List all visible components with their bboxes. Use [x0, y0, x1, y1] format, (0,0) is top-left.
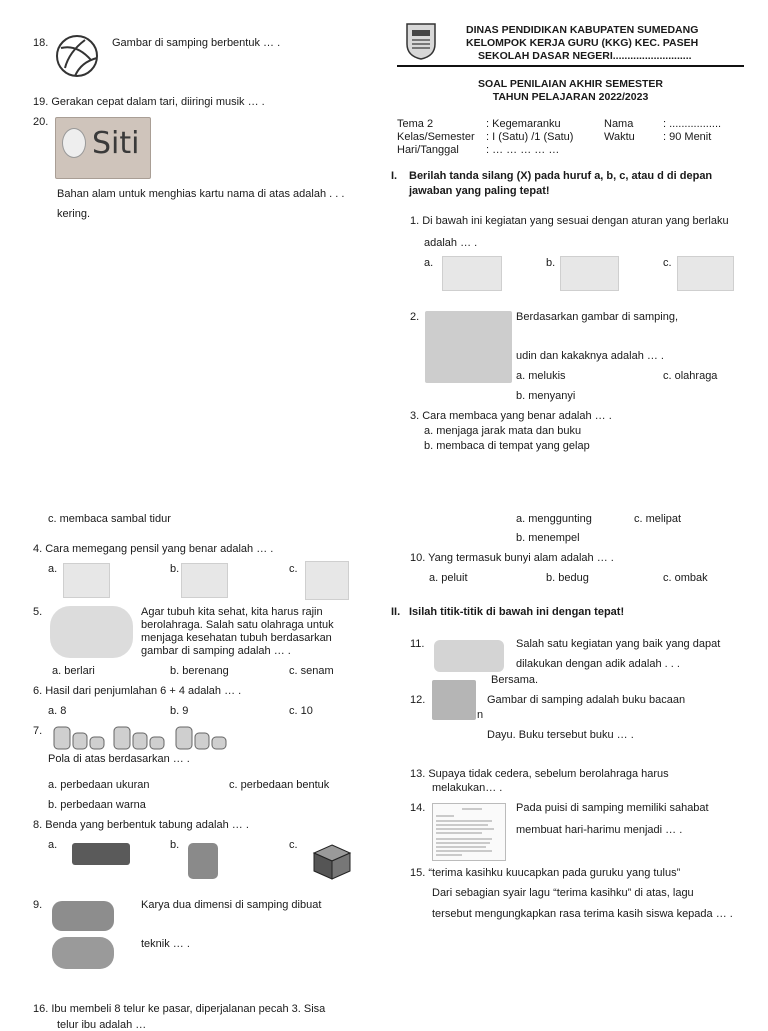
exam-title: SOAL PENILAIAN AKHIR SEMESTER — [478, 78, 663, 90]
q5-line1: Agar tubuh kita sehat, kita harus rajin — [141, 606, 323, 618]
q6-option-b: b. 9 — [170, 705, 189, 717]
q9-option-c: c. melipat — [634, 513, 682, 525]
q6-option-a: a. 8 — [48, 705, 67, 717]
q1-image-b — [560, 256, 619, 291]
q5-line3: menjaga kesehatan tubuh berdasarkan — [141, 632, 332, 644]
q19-text: 19. Gerakan cepat dalam tari, diiringi musik … . — [33, 96, 265, 108]
q8-option-c: c. — [289, 839, 298, 851]
q5-option-c: c. senam — [289, 665, 334, 677]
nama-value: : ................. — [663, 118, 722, 130]
q9-line2: teknik … . — [141, 938, 190, 950]
q10-option-b: b. bedug — [546, 572, 589, 584]
q1-option-b: b. — [546, 257, 556, 269]
section1-number: I. — [391, 170, 398, 182]
rubik-cube-image — [312, 843, 352, 881]
q2-option-b: b. menyanyi — [516, 390, 576, 402]
q7-option-c: c. perbedaan bentuk — [229, 779, 330, 791]
q1-line1: 1. Di bawah ini kegiatan yang sesuai dengan aturan yang berlaku — [410, 215, 729, 227]
sumedang-emblem-icon — [404, 22, 438, 60]
section2-number: II. — [391, 606, 401, 618]
q11-image — [434, 640, 504, 672]
section1-line1: Berilah tanda silang (X) pada huruf a, b, c, atau d di depan — [409, 170, 713, 182]
q4-option-c: c. — [289, 563, 298, 575]
q5-option-a: a. berlari — [52, 665, 95, 677]
q7-text: Pola di atas berdasarkan … . — [48, 753, 190, 765]
q11-line1: Salah satu kegiatan yang baik yang dapat — [516, 638, 721, 650]
q9-option-a: a. menggunting — [516, 513, 592, 525]
fish-mosaic-image — [52, 937, 114, 969]
q14-line2: membuat hari-harimu menjadi … . — [516, 824, 683, 836]
header-line1: DINAS PENDIDIKAN KABUPATEN SUMEDANG — [466, 24, 699, 36]
q15-line1: 15. “terima kasihku kuucapkan pada guruku yang tulus” — [410, 867, 681, 879]
q16-line1: 16. Ibu membeli 8 telur ke pasar, diperjalanan pecah 3. Sisa — [33, 1003, 326, 1015]
header-line3: SEKOLAH DASAR NEGERI........................... — [478, 50, 692, 62]
section1-line2: jawaban yang paling tepat! — [409, 185, 550, 197]
q15-line2: Dari sebagian syair lagu “terima kasihku” di atas, lagu — [432, 887, 694, 899]
tissue-box-image — [72, 843, 130, 865]
q9-option-b: b. menempel — [516, 532, 580, 544]
q6-option-c: c. 10 — [289, 705, 313, 717]
q7-number: 7. — [33, 725, 43, 737]
q4-image-c — [305, 561, 349, 600]
q12-line2: n — [477, 709, 484, 721]
q12-line1: Gambar di samping adalah buku bacaan — [487, 694, 686, 706]
q11-line2: dilakukan dengan adik adalah . . . — [516, 658, 680, 670]
q8-option-b: b. — [170, 839, 180, 851]
girl-face-icon — [62, 128, 86, 158]
q20-number: 20. — [33, 116, 49, 128]
q14-line1: Pada puisi di samping memiliki sahabat — [516, 802, 709, 814]
card-name-text: Siti — [92, 126, 140, 161]
q11-number: 11. — [410, 638, 425, 650]
q3-text: 3. Cara membaca yang benar adalah … . — [410, 410, 612, 422]
q5-number: 5. — [33, 606, 43, 618]
can-image — [188, 843, 218, 879]
q5-image — [50, 606, 133, 658]
q7-option-b: b. perbedaan warna — [48, 799, 146, 811]
hari-value: : … … … … … — [486, 144, 560, 156]
q13-line1: 13. Supaya tidak cedera, sebelum berolahraga harus — [410, 768, 669, 780]
q6-text: 6. Hasil dari penjumlahan 6 + 4 adalah … . — [33, 685, 242, 697]
q10-text: 10. Yang termasuk bunyi alam adalah … . — [410, 552, 614, 564]
q7-option-a: a. perbedaan ukuran — [48, 779, 150, 791]
kelas-label: Kelas/Semester — [397, 131, 475, 143]
q12-number: 12. — [410, 694, 426, 706]
q12-line3: Dayu. Buku tersebut buku … . — [487, 729, 634, 741]
q3-option-c: c. membaca sambal tidur — [48, 513, 171, 525]
hari-label: Hari/Tanggal — [397, 144, 459, 156]
q2-image — [425, 311, 512, 383]
q4-text: 4. Cara memegang pensil yang benar adalah … . — [33, 543, 274, 555]
q3-option-a: a. menjaga jarak mata dan buku — [424, 425, 582, 437]
q1-line2: adalah … . — [424, 237, 478, 249]
q15-line3: tersebut mengungkapkan rasa terima kasih siswa kepada … . — [432, 908, 733, 920]
q9-number: 9. — [33, 899, 43, 911]
q2-line1: Berdasarkan gambar di samping, — [516, 311, 679, 323]
q2-number: 2. — [410, 311, 420, 323]
q4-option-b: b. — [170, 563, 180, 575]
q18-number: 18. — [33, 37, 49, 49]
q8-option-a: a. — [48, 839, 58, 851]
kelas-value: : I (Satu) /1 (Satu) — [486, 131, 574, 143]
tema-label: Tema 2 — [397, 118, 434, 130]
q16-line2: telur ibu adalah … — [57, 1019, 147, 1031]
waktu-label: Waktu — [604, 131, 635, 143]
elephant-mosaic-image — [52, 901, 114, 931]
q11-line3: Bersama. — [491, 674, 539, 686]
q20-line1: Bahan alam untuk menghias kartu nama di atas adalah . . . — [57, 188, 345, 200]
q13-line2: melakukan… . — [432, 782, 503, 794]
poem-image — [432, 803, 506, 861]
q1-option-a: a. — [424, 257, 434, 269]
q10-option-c: c. ombak — [663, 572, 708, 584]
q1-image-c — [677, 256, 734, 291]
q1-image-a — [442, 256, 502, 291]
q5-line2: berolahraga. Salah satu olahraga untuk — [141, 619, 334, 631]
section2-instruction: Isilah titik-titik di bawah ini dengan tepat! — [409, 606, 625, 618]
q10-option-a: a. peluit — [429, 572, 468, 584]
q4-option-a: a. — [48, 563, 58, 575]
cylinder-pattern-image — [52, 724, 232, 752]
q3-option-b: b. membaca di tempat yang gelap — [424, 440, 590, 452]
q9-line1: Karya dua dimensi di samping dibuat — [141, 899, 322, 911]
exam-year: TAHUN PELAJARAN 2022/2023 — [492, 91, 649, 103]
header-divider — [397, 65, 744, 67]
q4-image-a — [63, 563, 110, 598]
q5-option-b: b. berenang — [170, 665, 229, 677]
q2-option-a: a. melukis — [516, 370, 566, 382]
nama-label: Nama — [604, 118, 634, 130]
q5-line4: gambar di samping adalah … . — [141, 645, 291, 657]
q20-line2: kering. — [57, 208, 91, 220]
name-card-image — [55, 117, 151, 179]
waktu-value: : 90 Menit — [663, 131, 712, 143]
volleyball-image — [55, 34, 99, 78]
q18-text: Gambar di samping berbentuk … . — [112, 37, 281, 49]
header-line2: KELOMPOK KERJA GURU (KKG) KEC. PASEH — [466, 37, 699, 49]
q14-number: 14. — [410, 802, 426, 814]
storybook-cover-image — [432, 680, 476, 720]
tema-value: : Kegemaranku — [486, 118, 561, 130]
q8-text: 8. Benda yang berbentuk tabung adalah … . — [33, 819, 249, 831]
q2-line2: udin dan kakaknya adalah … . — [516, 350, 664, 362]
q4-image-b — [181, 563, 228, 598]
q1-option-c: c. — [663, 257, 672, 269]
q2-option-c: c. olahraga — [663, 370, 718, 382]
